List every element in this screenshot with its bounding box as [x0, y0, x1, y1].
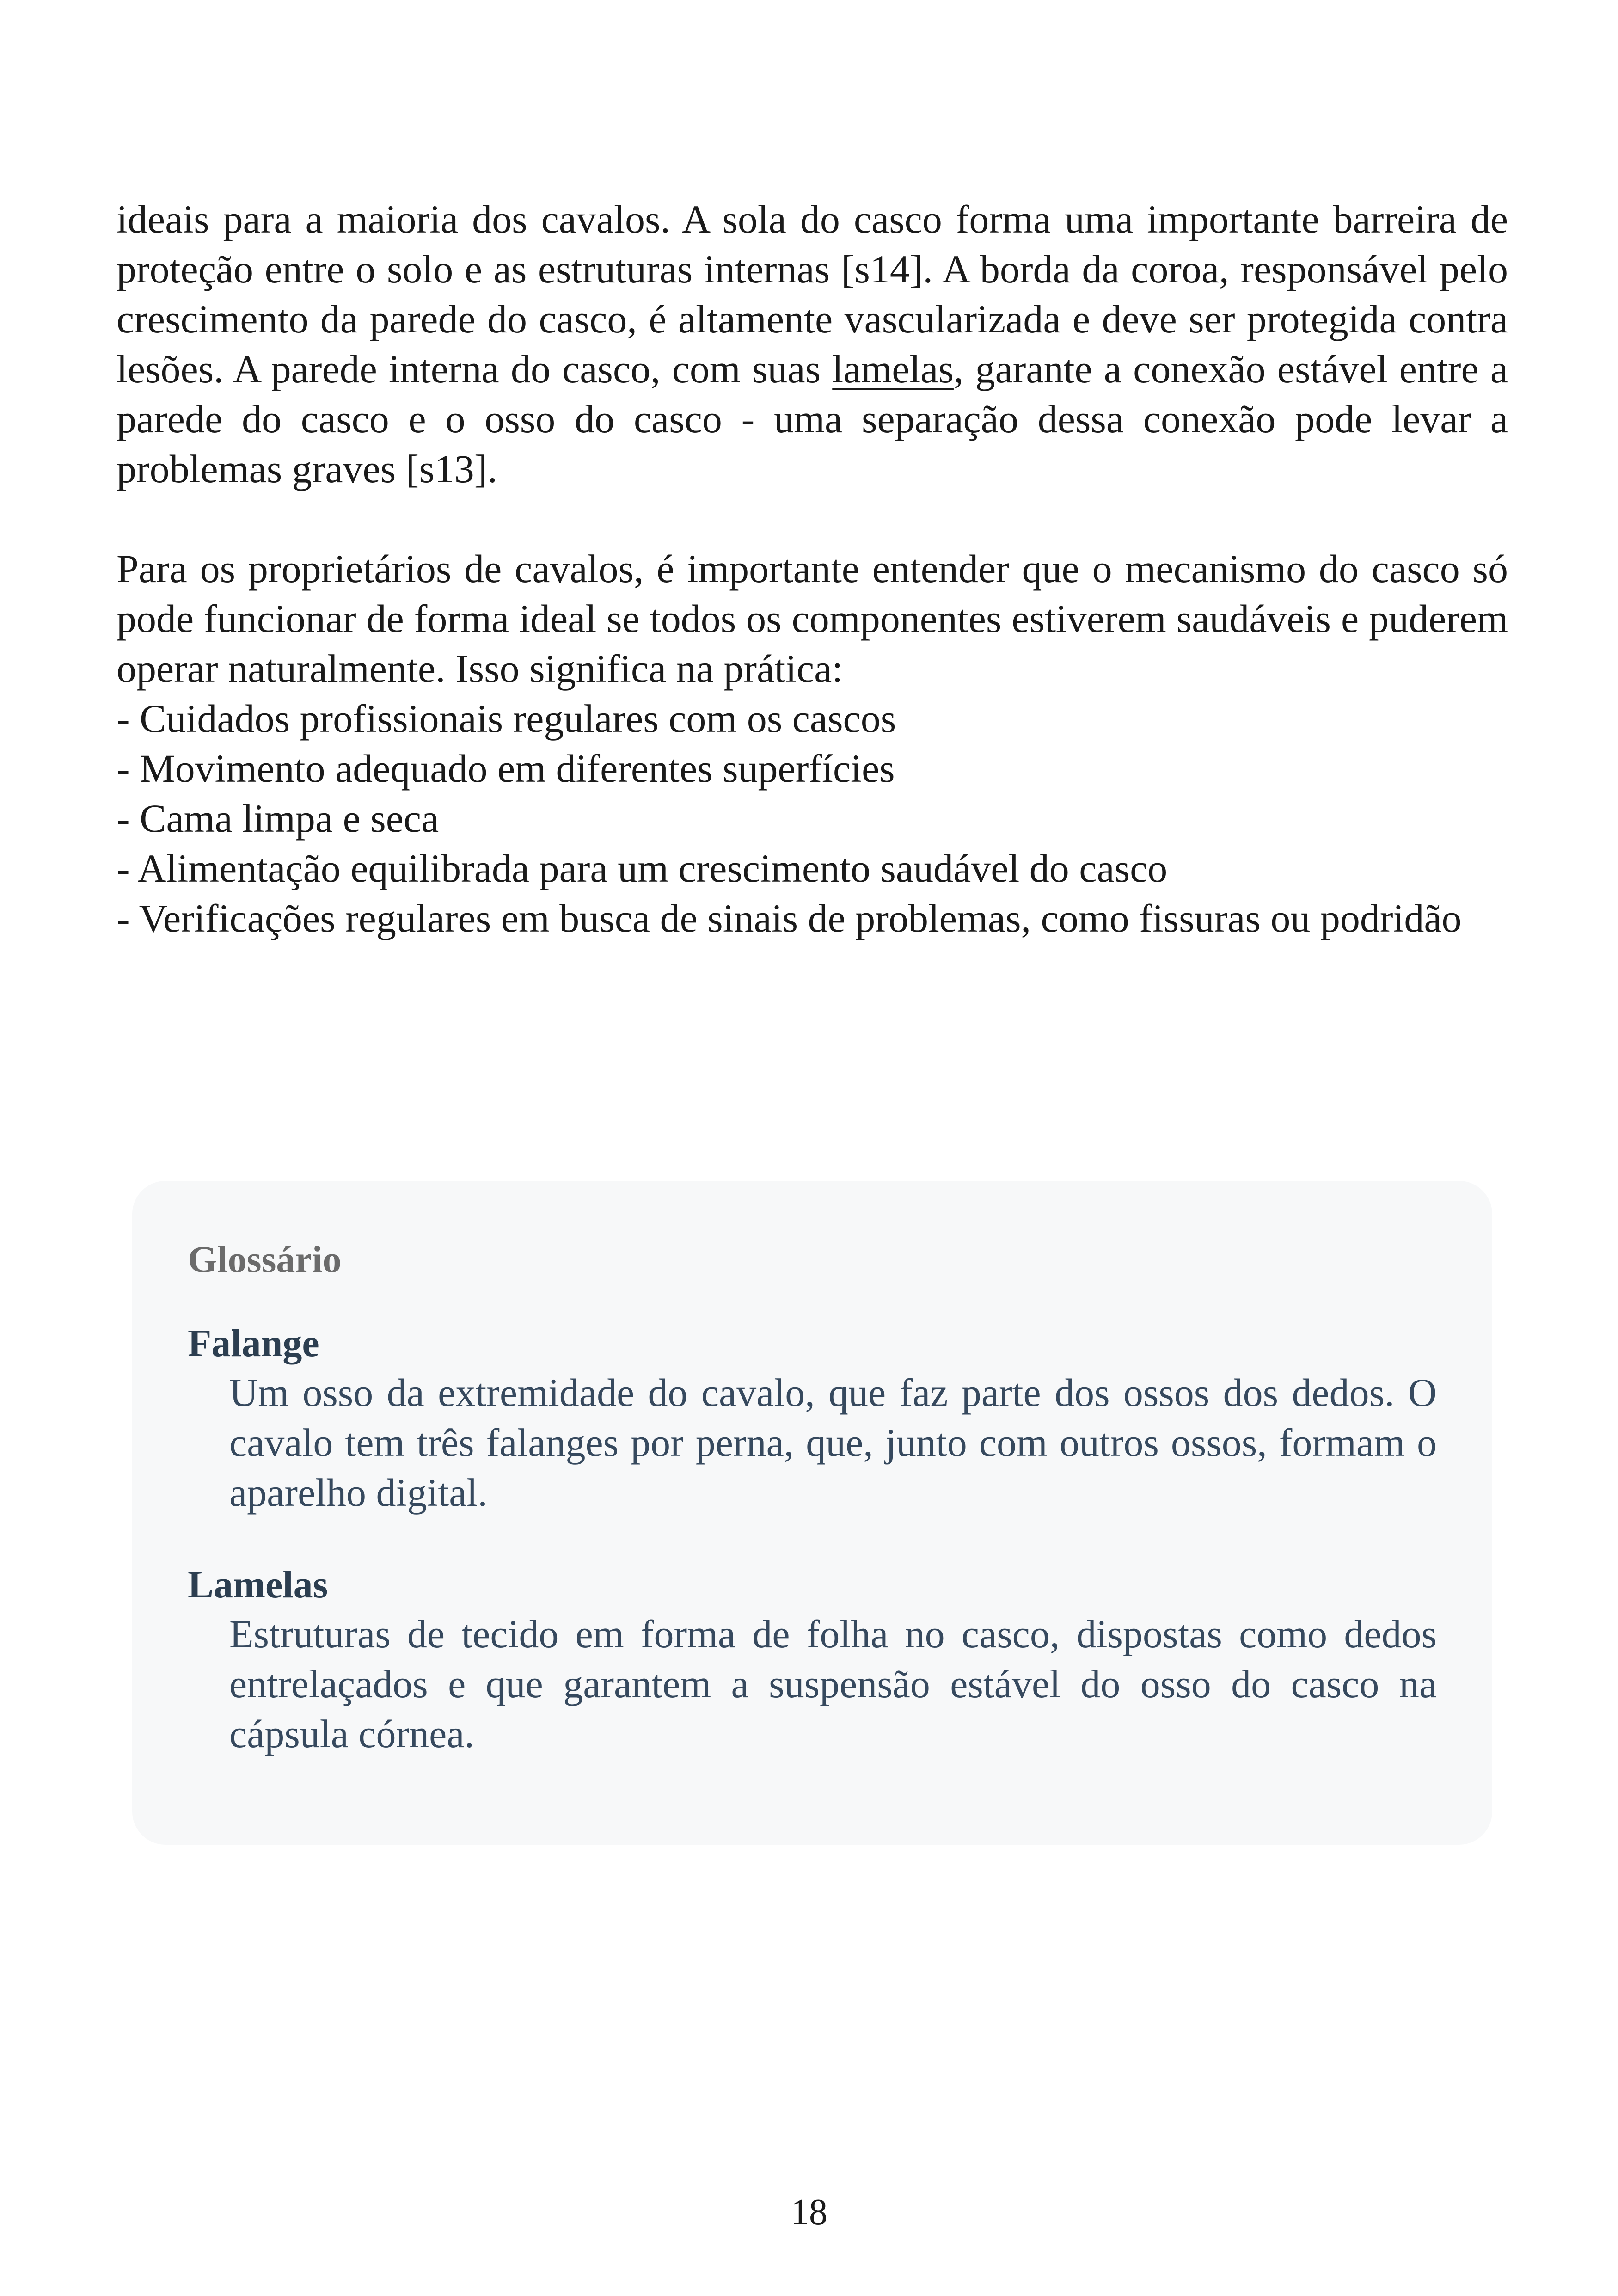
list-item: - Movimento adequado em diferentes superfícies: [116, 746, 895, 791]
list-item: - Verificações regulares em busca de sinais de problemas, como fissuras ou podridão: [116, 896, 1462, 940]
paragraph-2: Para os proprietários de cavalos, é importante entender que o mecanismo do casco só pode funcionar de forma ideal se todos os componentes estiverem saudáveis e puderem operar naturalmente. Isso significa na prática:: [116, 546, 1508, 691]
page-number: 18: [791, 2192, 827, 2233]
paragraph-1: [116, 194, 1508, 494]
paragraph-1-text-end: , garante a conexão estável entre a parede do casco e o osso do casco - uma separação dessa conexão pode levar a problemas graves [s13].: [116, 347, 1508, 491]
body-text: [116, 194, 1508, 943]
paragraph-1-text: ideais para a maioria dos cavalos. A sola do casco forma uma importante barreira de proteção entre o solo e as estruturas internas [s14]. A borda da coroa, responsável pelo crescimento da parede do casco, é altamente vascularizada e deve ser protegida contra lesões. A parede interna do casco, com suas: [116, 197, 1508, 391]
glossary-term-lamelas: Lamelas: [188, 1563, 328, 1606]
glossary-term-falange: Falange: [188, 1322, 319, 1365]
glossary-definition-lamelas: Estruturas de tecido em forma de folha no casco, dispostas como dedos entrelaçados e que garantem a suspensão estável do osso do casco na cápsula córnea.: [229, 1612, 1437, 1756]
glossary-definition-falange: Um osso da extremidade do cavalo, que faz parte dos ossos dos dedos. O cavalo tem três falanges por perna, que, junto com outros ossos, formam o aparelho digital.: [229, 1370, 1437, 1515]
list-item: - Cuidados profissionais regulares com os cascos: [116, 696, 896, 741]
list-item: - Alimentação equilibrada para um crescimento saudável do casco: [116, 846, 1168, 890]
list-item: - Cama limpa e seca: [116, 796, 439, 841]
glossary-title: Glossário: [188, 1238, 342, 1280]
care-list: [116, 694, 1508, 943]
glossary-box: [132, 1181, 1492, 1845]
lamelas-link[interactable]: lamelas: [832, 347, 954, 391]
